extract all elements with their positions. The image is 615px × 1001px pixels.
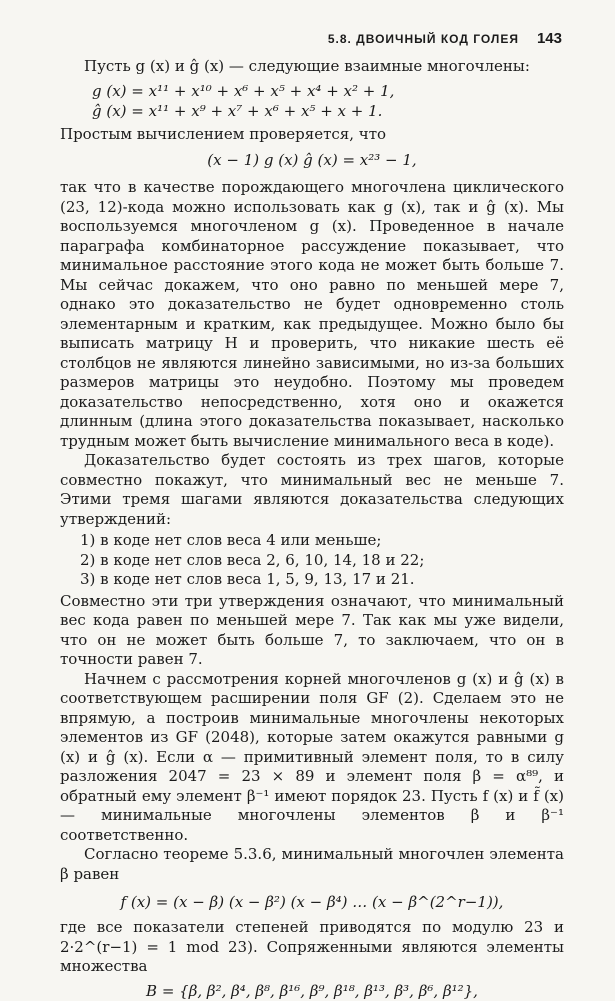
- paragraph-3: Совместно эти три утверждения означают, что минимальный вес кода равен по меньшей мере 7. Так как мы уже видели, что он не может быть больше 7, то заключаем, что он в точности равен 7.: [60, 591, 564, 668]
- list-item: 3) в коде нет слов веса 1, 5, 9, 13, 17 и 21.: [80, 570, 415, 588]
- formula-g: g (x) = x¹¹ + x¹⁰ + x⁶ + x⁵ + x⁴ + x² + 1,: [92, 81, 395, 100]
- formula-g-hat: ĝ (x) = x¹¹ + x⁹ + x⁷ + x⁶ + x⁵ + x + 1.: [92, 101, 383, 120]
- book-page: [60, 30, 564, 1001]
- paragraph-2: Доказательство будет состоять из трех шагов, которые совместно покажут, что минимальный вес не меньше 7. Этими тремя шагами являются доказательства следующих утверждений:: [60, 451, 564, 528]
- running-header: [60, 30, 562, 47]
- formula-product: (x − 1) g (x) ĝ (x) = x²³ − 1,: [207, 151, 417, 169]
- page-number: 143: [536, 30, 562, 47]
- paragraph-4: Начнем с рассмотрения корней многочленов g (x) и ĝ (x) в соответствующем расширении поля GF (2). Сделаем это не впрямую, а построив минимальные многочлены некоторых элементов из GF (2048), которые затем окажутся равными g (x) и ĝ (x). Если α — примитивный элемент поля, то в силу разложения 2047 = 23 × 89 и элемент поля β = α⁸⁹, и обратный ему элемент β⁻¹ имеют порядок 23. Пусть f (x) и f̃ (x) — минимальные многочлены элементов β и β⁻¹ соответственно.: [60, 669, 564, 844]
- formula-f: f (x) = (x − β) (x − β²) (x − β⁴) … (x − β^(2^r−1)),: [120, 893, 504, 911]
- paragraph-5: Согласно теореме 5.3.6, минимальный многочлен элемента β равен: [60, 845, 564, 883]
- list-item: 1) в коде нет слов веса 4 или меньше;: [80, 531, 382, 549]
- running-title: 5.8. ДВОИЧНЫЙ КОД ГОЛЕЯ: [327, 32, 519, 46]
- check-line: Простым вычислением проверяется, что: [60, 124, 387, 143]
- statement-list: [60, 531, 564, 590]
- formula-set-b: B = {β, β², β⁴, β⁸, β¹⁶, β⁹, β¹⁸, β¹³, β³, β⁶, β¹²},: [146, 981, 478, 1000]
- paragraph-1: так что в качестве порождающего многочлена циклического (23, 12)-кода можно использовать как g (x), так и ĝ (x). Мы воспользуемся многочленом g (x). Проведенное в начале параграфа комбинаторное рассуждение показывает, что минимальное расстояние этого кода не может быть больше 7. Мы сейчас докажем, что оно равно по меньшей мере 7, однако это доказательство не будет одновременно столь элементарным и кратким, как предыдущее. Можно было бы выписать матрицу H и проверить, что никакие шесть её столбцов не являются линейно зависимыми, но из-за больших размеров матрицы это неудобно. Поэтому мы проведем доказательство непосредственно, хотя оно и окажется длинным (длина этого доказательства показывает, насколько трудным может быть вычисление минимального веса в коде).: [60, 178, 564, 450]
- list-item: 2) в коде нет слов веса 2, 6, 10, 14, 18 и 22;: [80, 550, 425, 569]
- intro-line: Пусть g (x) и ĝ (x) — следующие взаимные многочлены:: [84, 57, 530, 75]
- paragraph-6: где все показатели степеней приводятся по модулю 23 и 2·2^(r−1) = 1 mod 23). Сопряженными являются элементы множества: [60, 918, 564, 975]
